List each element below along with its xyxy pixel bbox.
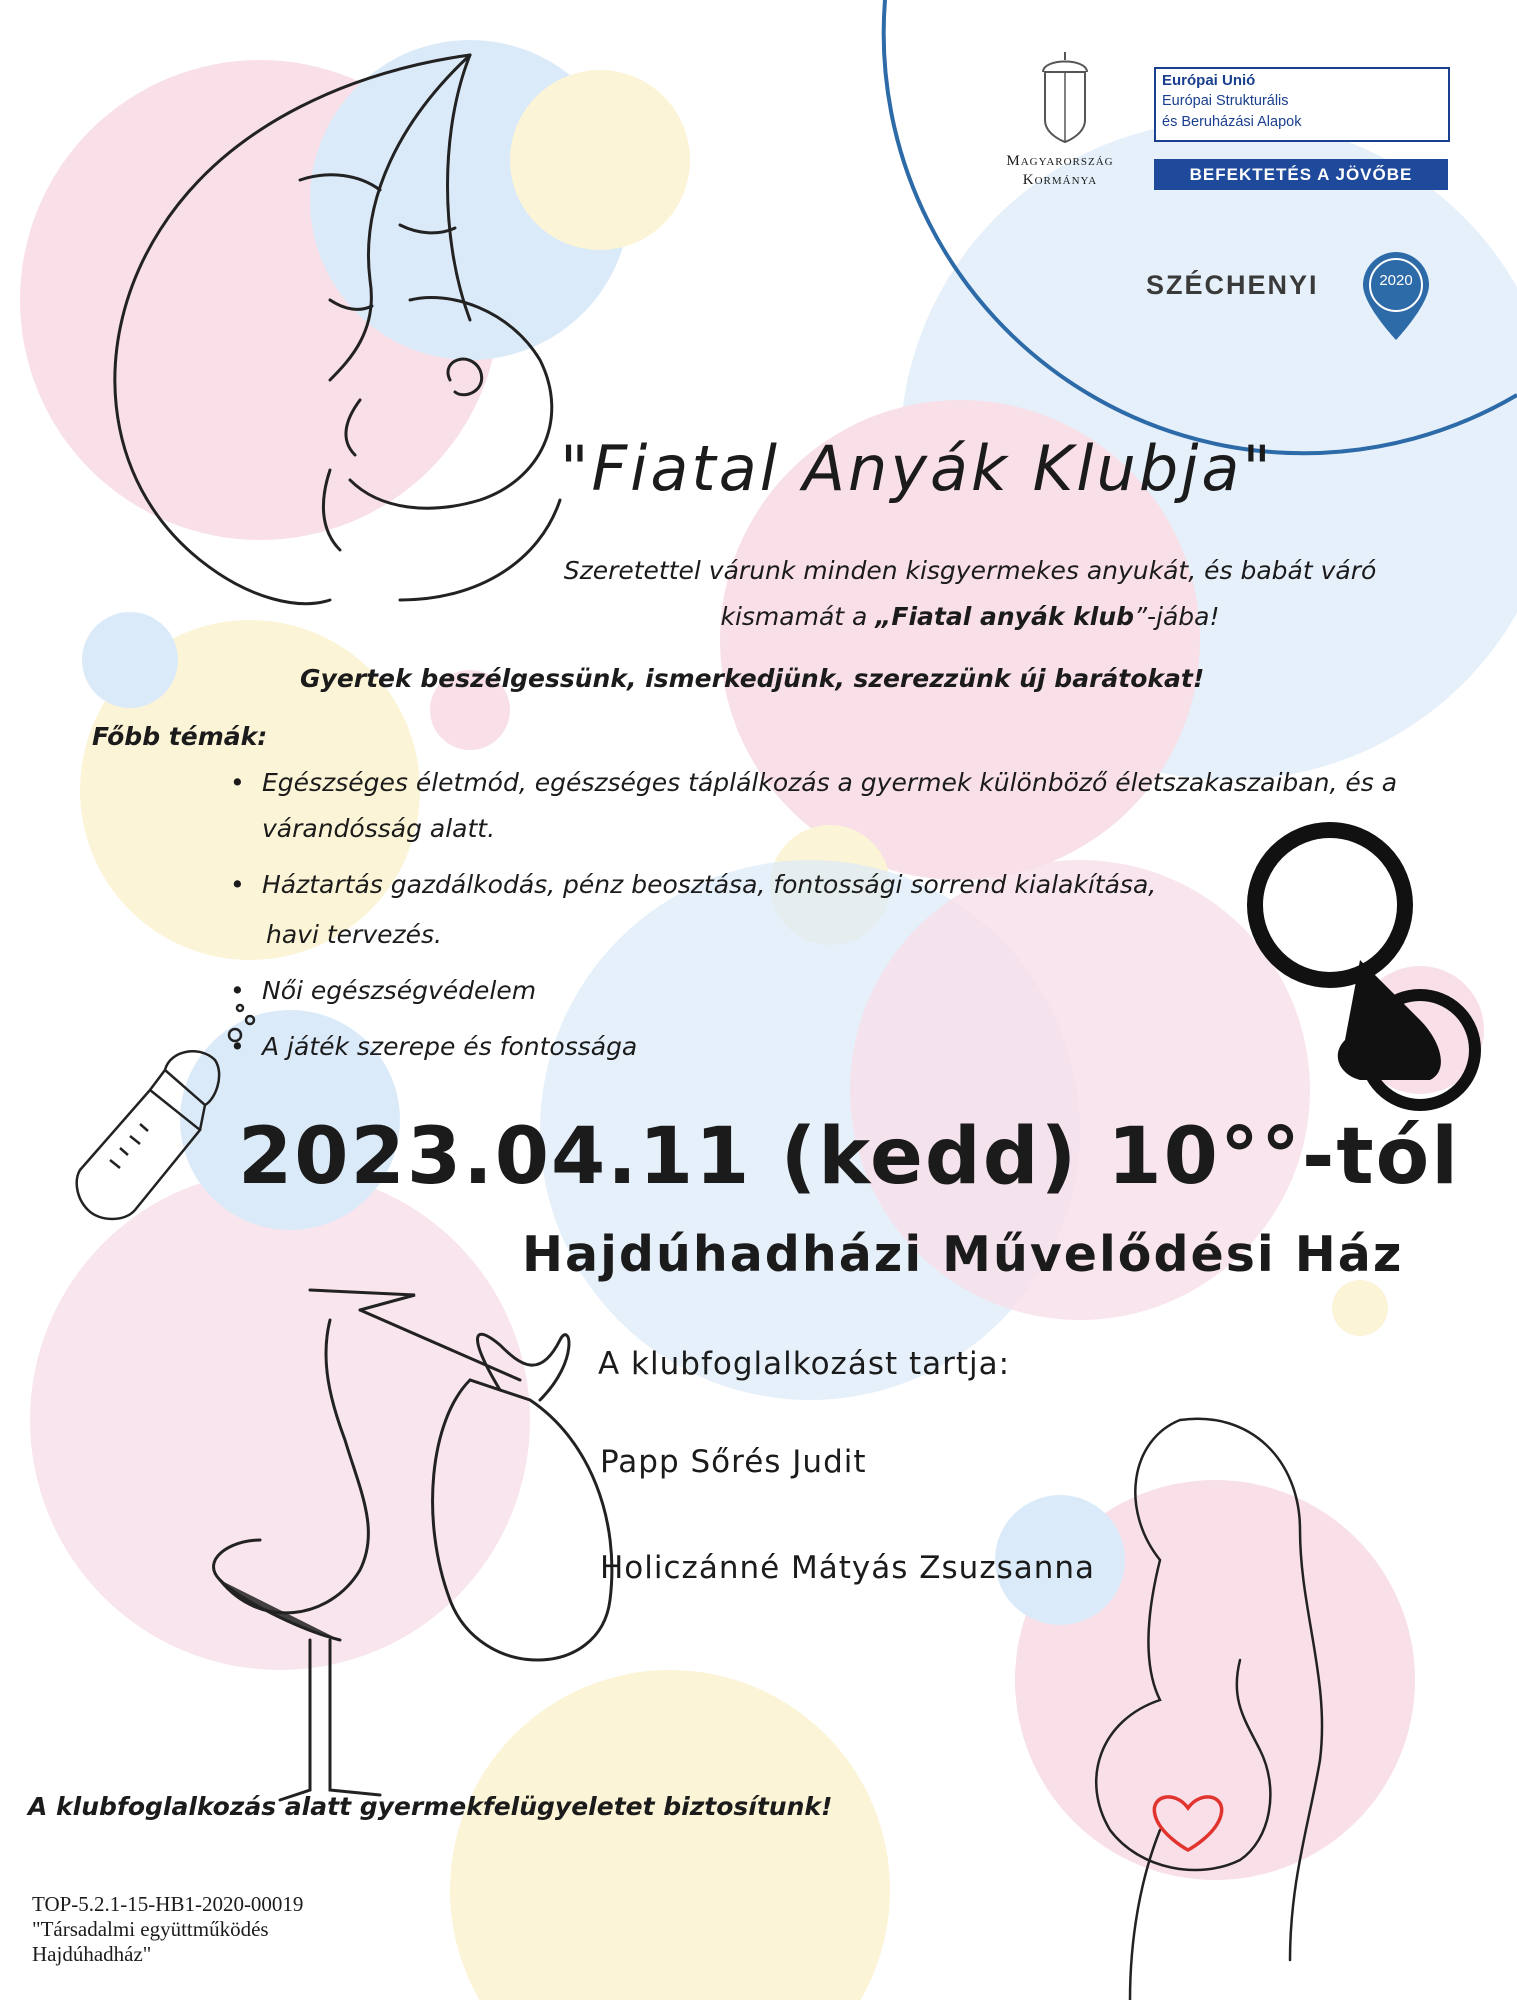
- deco-circle: [510, 70, 690, 250]
- invite-text: Gyertek beszélgessünk, ismerkedjünk, szerezzünk új barátokat!: [300, 664, 1205, 693]
- host-name: Holiczánné Mátyás Zsuzsanna: [600, 1550, 1096, 1586]
- topic-text: Egészséges életmód, egészséges táplálkozás a gyermek különböző életszakaszaiban, és a várandósság alatt.: [262, 768, 1398, 843]
- host-name: Papp Sőrés Judit: [600, 1444, 867, 1480]
- intro-club-name: „Fiatal anyák klub: [875, 602, 1135, 631]
- topics-list: [230, 760, 1450, 1080]
- topic-item: [230, 968, 1450, 1014]
- topic-item: [230, 760, 1442, 852]
- hosts-label: A klubfoglalkozást tartja:: [598, 1346, 1011, 1382]
- topic-text: A játék szerepe és fontossága: [262, 1032, 638, 1061]
- eu-logo-text: [1162, 70, 1301, 133]
- eu-line3: és Beruházási Alapok: [1162, 114, 1302, 130]
- page-title: "Fiatal Anyák Klubja": [560, 432, 1274, 505]
- intro-line1: Szeretettel várunk minden kisgyermekes anyukát, és babát váró: [563, 556, 1377, 585]
- eu-line2: Európai Strukturális: [1162, 93, 1289, 109]
- project-code: TOP-5.2.1-15-HB1-2020-00019: [32, 1892, 304, 1916]
- eu-line1: Európai Unió: [1162, 72, 1256, 89]
- event-date: 2023.04.11 (kedd) 10°°-tól: [238, 1112, 1460, 1202]
- topic-item: [230, 862, 1450, 908]
- intro-text: [520, 548, 1420, 640]
- topic-item: [230, 1024, 1450, 1070]
- szechenyi-year: 2020: [1379, 272, 1413, 289]
- government-name-line2: Kormánya: [1022, 172, 1098, 188]
- topic-text: Női egészségvédelem: [262, 976, 537, 1005]
- topic-continuation: [230, 912, 1450, 958]
- topic-text: havi tervezés.: [266, 920, 442, 949]
- eu-banner: BEFEKTETÉS A JÖVŐBE: [1154, 159, 1448, 190]
- intro-line2-prefix: kismamát a: [720, 602, 876, 631]
- project-footer: [32, 1892, 303, 1967]
- topic-text: Háztartás gazdálkodás, pénz beosztása, fontossági sorrend kialakítása,: [262, 870, 1157, 899]
- childcare-note: A klubfoglalkozás alatt gyermekfelügyeletet biztosítunk!: [28, 1792, 833, 1821]
- government-name-line1: Magyarország: [1006, 153, 1114, 169]
- project-name-line1: "Társadalmi együttműködés: [32, 1917, 269, 1941]
- government-name: [985, 152, 1135, 190]
- intro-line2: [520, 594, 1420, 640]
- deco-circle: [1332, 1280, 1388, 1336]
- hungarian-coat-of-arms-icon: [1043, 52, 1087, 142]
- deco-circle: [30, 1170, 530, 1670]
- topics-heading: Főbb témák:: [92, 722, 268, 751]
- deco-circle: [450, 1670, 890, 2000]
- event-venue: Hajdúhadházi Művelődési Ház: [522, 1226, 1404, 1283]
- szechenyi-logo-text: SZÉCHENYI: [1146, 270, 1319, 300]
- deco-circle: [82, 612, 178, 708]
- project-name-line2: Hajdúhadház": [32, 1942, 152, 1966]
- intro-line2-suffix: ”-jába!: [1134, 602, 1220, 631]
